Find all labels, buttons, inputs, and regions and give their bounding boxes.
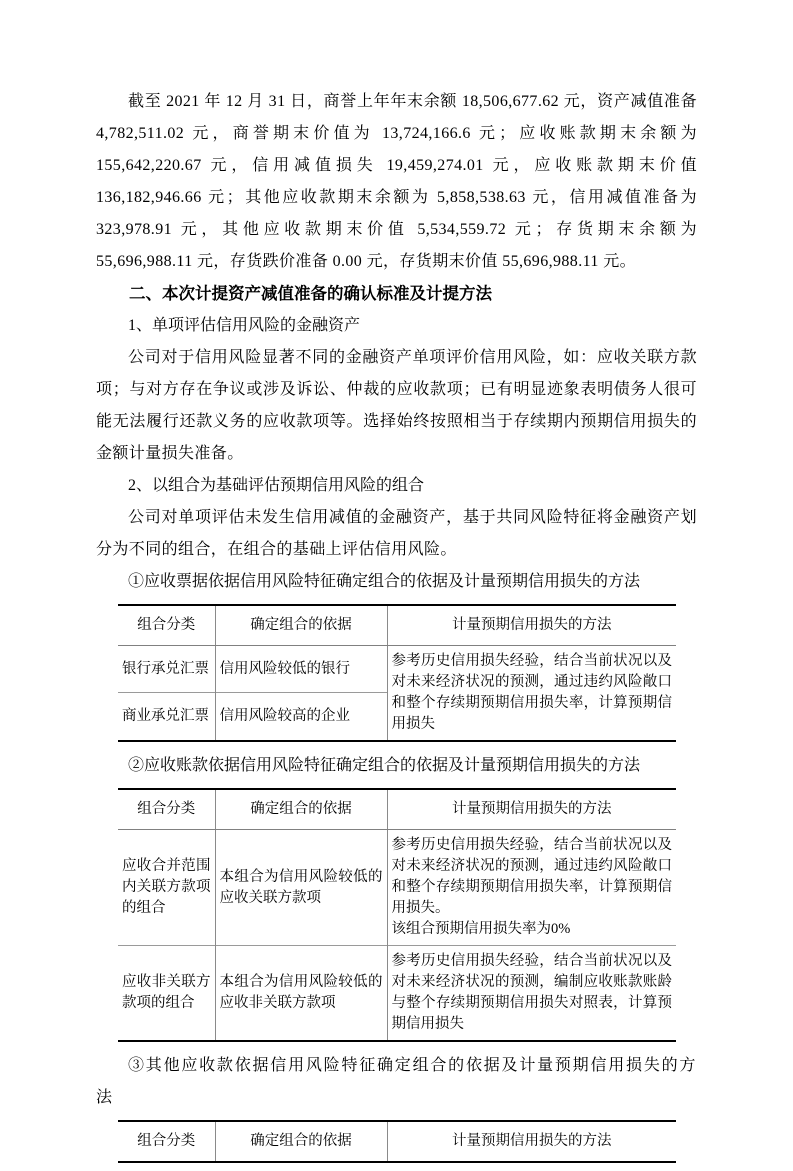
section-2-heading: 二、本次计提资产减值准备的确认标准及计提方法 <box>129 284 492 303</box>
category-cell: 应收非关联方款项的组合 <box>118 946 215 1042</box>
page-content <box>96 86 697 1171</box>
basis-cell: 信用风险较高的企业 <box>215 693 387 741</box>
category-cell: 商业承兑汇票 <box>118 693 215 741</box>
table-header-row <box>118 789 676 830</box>
column-header-basis: 确定组合的依据 <box>215 789 387 830</box>
basis-cell: 本组合为信用风险较低的应收关联方款项 <box>215 830 387 946</box>
subsection-1-title: 1、单项评估信用风险的金融资产 <box>128 317 361 334</box>
basis-cell: 信用风险较低的银行 <box>215 646 387 693</box>
method-text: 参考历史信用损失经验，结合当前状况以及对未来经济状况的预测，通过违约风险敞口和整个存续期预期信用损失率，计算预期信用损失。 <box>391 837 672 916</box>
subsection-2-paragraph: 公司对单项评估未发生信用减值的金融资产，基于共同风险特征将金融资产划分为不同的组合，在组合的基础上评估信用风险。 <box>96 509 697 558</box>
summary-paragraph: 截至 2021 年 12 月 31 日，商誉上年年末余额 18,506,677.62 元，资产减值准备 4,782,511.02 元，商誉期末价值为 13,724,166.6 元；应收账款期末余额为 155,642,220.67 元，信用减值损失 19,459,274.01 元，应收账款期末价值 136,182,946.66 元；其他应收款期末余额为 5,858,538.63 元，信用减值准备为 323,978.91 元，其他应收款期末价值 5,534,559.72 元；存货期末余额为 55,696,988.11 元，存货跌价准备 0.00 元，存货期末价值 55,696,988.11 元。 <box>96 93 697 270</box>
table-row <box>118 946 676 1042</box>
subsection-2-title: 2、以组合为基础评估预期信用风险的组合 <box>128 477 425 494</box>
table-row <box>118 646 676 693</box>
column-header-method: 计量预期信用损失的方法 <box>387 789 676 830</box>
method-cell <box>387 830 676 946</box>
loss-rate-note: 该组合预期信用损失率为0% <box>391 921 571 937</box>
accounts-receivable-table <box>118 788 676 1042</box>
other-receivables-table <box>118 1120 676 1163</box>
method-cell-merged: 参考历史信用损失经验，结合当前状况以及对未来经济状况的预测，通过违约风险敞口和整个存续期预期信用损失率，计算预期信用损失 <box>387 646 676 742</box>
column-header-method: 计量预期信用损失的方法 <box>387 605 676 646</box>
column-header-category: 组合分类 <box>118 789 215 830</box>
column-header-basis: 确定组合的依据 <box>215 1121 387 1162</box>
subsection-1-paragraph: 公司对于信用风险显著不同的金融资产单项评价信用风险，如：应收关联方款项；与对方存在争议或涉及诉讼、仲裁的应收款项；已有明显迹象表明债务人很可能无法履行还款义务的应收款项等。选择始终按照相当于存续期内预期信用损失的金额计量损失准备。 <box>96 349 697 462</box>
category-cell: 应收合并范围内关联方款项的组合 <box>122 858 211 916</box>
table-header-row <box>118 605 676 646</box>
column-header-category: 组合分类 <box>118 1121 215 1162</box>
method-cell: 参考历史信用损失经验，结合当前状况以及对未来经济状况的预测，编制应收账款账龄与整个存续期预期信用损失对照表，计算预期信用损失 <box>387 946 676 1042</box>
notes-receivable-table <box>118 604 676 742</box>
column-header-basis: 确定组合的依据 <box>215 605 387 646</box>
notes-receivable-table-caption: ①应收票据依据信用风险特征确定组合的依据及计量预期信用损失的方法 <box>128 573 641 590</box>
other-receivables-table-caption: ③其他应收款依据信用风险特征确定组合的依据及计量预期信用损失的方法 <box>96 1057 697 1106</box>
table-row <box>118 830 676 946</box>
basis-cell: 本组合为信用风险较低的应收非关联方款项 <box>215 946 387 1042</box>
column-header-method: 计量预期信用损失的方法 <box>387 1121 676 1162</box>
accounts-receivable-table-caption: ②应收账款依据信用风险特征确定组合的依据及计量预期信用损失的方法 <box>128 757 641 774</box>
column-header-category: 组合分类 <box>118 605 215 646</box>
table-header-row <box>118 1121 676 1162</box>
category-cell: 银行承兑汇票 <box>122 660 209 677</box>
